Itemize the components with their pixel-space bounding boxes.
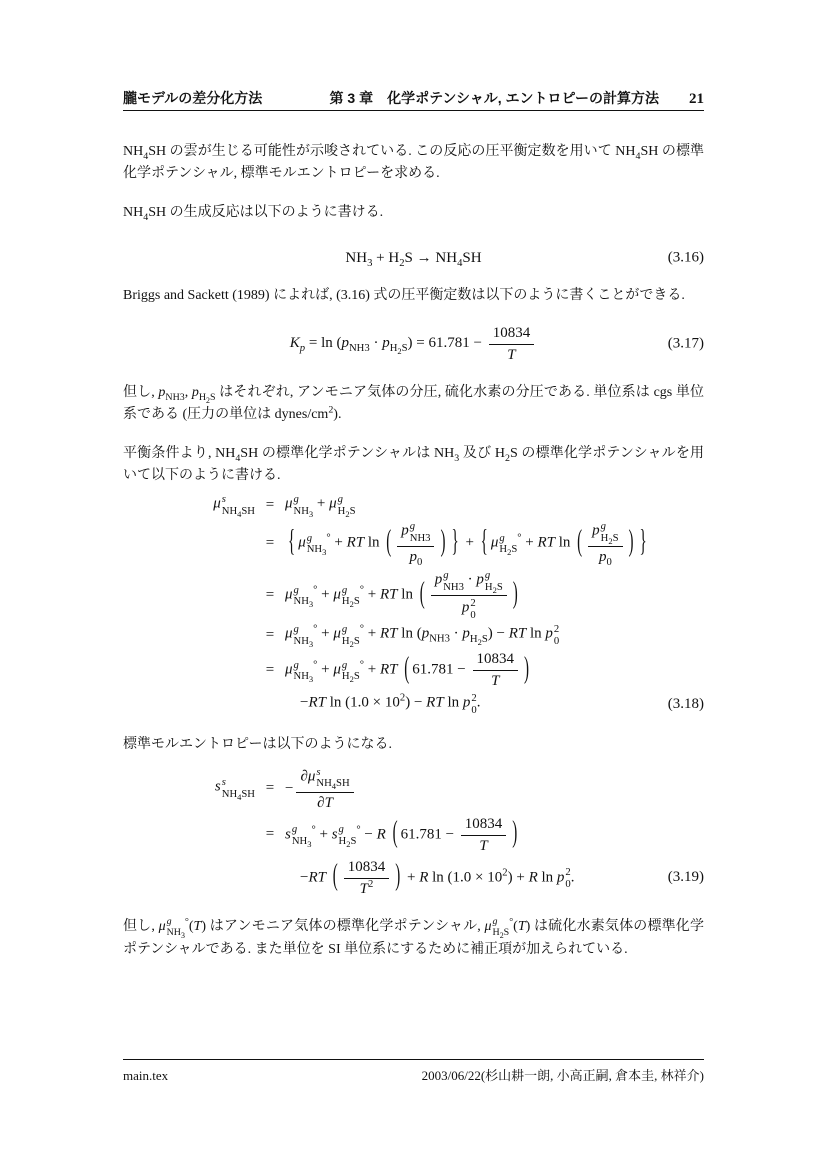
equation-lhs: s s $NH_4SH$ bbox=[214, 777, 255, 802]
equation-body: $NH_3 + H_2S \to NH_4SH$ bbox=[345, 249, 482, 269]
equation-line bbox=[123, 569, 704, 621]
equation-tag: (3.17) bbox=[667, 335, 704, 352]
equation-body: μ g $NH_3$ ° + μ g $H_2S$ ° + RT $\ln (p_{NH3} \cdot p_{H_2S})$ − RT ln p 2 0 bbox=[285, 623, 560, 649]
footer-date-authors: 2003/06/22(杉山耕一朗, 小高正嗣, 倉本圭, 林祥介) bbox=[421, 1068, 704, 1083]
equation-body: s g $NH_3$ ° + s g $H_2S$ ° − R ( 61.781 − $\frac{10834}{T}$ ) bbox=[285, 815, 518, 854]
equation-relation: = bbox=[265, 497, 275, 513]
paragraph-reaction-intro: $NH_4SH$ の生成反応は以下のように書ける. bbox=[123, 205, 384, 223]
equation-body: μ g $NH_3$ ° + μ g $H_2S$ ° + RT ( 61.781 − $\frac{10834}{T}$ ) bbox=[285, 651, 529, 689]
equation-relation: = bbox=[265, 661, 275, 678]
equation-line bbox=[123, 815, 704, 855]
equation-line bbox=[123, 494, 704, 517]
equation-line bbox=[123, 624, 704, 647]
equation-tag: (3.18) bbox=[667, 696, 704, 712]
equation-line bbox=[123, 520, 704, 566]
paragraph-intro: $NH_4SH$ の雲が生じる可能性が示唆されている. この反応の圧平衡定数を用いて $NH_4SH$ の標準化学ポテンシャル, 標準モルエントロピーを求める. bbox=[123, 144, 704, 181]
equation-body: { μ g $NH_3$ ° + RT ln ( p g NH3 $p_0$ ) } + { μ g $H_2S$ ° + RT ln ( p g $H_2S$ $p_0$ ) } bbox=[288, 521, 647, 568]
equation-relation: = bbox=[265, 780, 275, 796]
equation-line bbox=[123, 650, 704, 690]
equation-body: − ∂μ s $NH_4SH$ ∂T bbox=[285, 766, 704, 812]
equation-318 bbox=[123, 494, 704, 716]
equation-relation: = bbox=[265, 586, 275, 603]
paragraph-entropy-intro: 標準モルエントロピーは以下のようになる. bbox=[123, 737, 392, 752]
equation-relation: = bbox=[265, 627, 275, 643]
chapter-title: 第 3 章 化学ポテンシャル, エントロピーの計算方法 bbox=[329, 90, 659, 106]
equation-line bbox=[123, 693, 704, 716]
equation-relation: = bbox=[265, 534, 275, 551]
equation-tag: (3.19) bbox=[667, 869, 704, 885]
paragraph-equilibrium: 平衡条件より, $NH_4SH$ の標準化学ポテンシャルは $NH_3$ 及び $H_2S$ の標準化学ポテンシャルを用いて以下のように書ける. bbox=[123, 446, 704, 483]
paragraph-closing-note: 但し, μ g $NH_3$ °(T) はアンモニア気体の標準化学ポテンシャル, μ g $H_2S$ °(T) は硫化水素気体の標準化学ポテンシャルである. また単位を SI 単位系にするために補正項が加えられている. bbox=[123, 915, 704, 957]
page-number: 21 bbox=[689, 91, 704, 107]
content-area bbox=[123, 141, 704, 960]
equation-body: μ g $NH_3$ ° + μ g $H_2S$ ° + RT ln ( p g NH3 · p g $H_2S$ p 2 0 ) bbox=[285, 570, 518, 621]
equation-lhs: μ s $NH_4SH$ bbox=[213, 494, 255, 519]
equation-body: −RT $\ln (1.0 \times 10^2)$ − RT ln p 2 0 . bbox=[300, 692, 481, 716]
equation-relation: = bbox=[265, 826, 275, 842]
page-header bbox=[123, 88, 704, 108]
equation-316 bbox=[123, 250, 704, 267]
equation-body: μ g $NH_3$ + μ g $H_2S$ bbox=[285, 494, 356, 519]
equation-tag: (3.16) bbox=[667, 249, 704, 266]
footer-filename: main.tex bbox=[123, 1068, 169, 1083]
equation-body: −RT ( $\frac{10834}{T^2}$ ) + R $\ln (1.0 \times 10^2) + R$ ln p 2 0 . bbox=[300, 858, 575, 897]
equation-317 bbox=[123, 324, 704, 364]
equation-line bbox=[123, 766, 704, 812]
running-head-title: 朧モデルの差分化方法 bbox=[123, 90, 263, 106]
equation-line bbox=[123, 858, 704, 898]
paragraph-briggs-sackett: Briggs and Sackett (1989) によれば, (3.16) 式の圧平衡定数は以下のように書くことができる. bbox=[123, 287, 685, 303]
equation-body: $K_p = \ln (p_{NH3} \cdot p_{H_2S}) = 61.781$ − $\frac{10834}{T}$ bbox=[290, 335, 537, 351]
paragraph-units-note: 但し, $p_{NH3}$, $p_{H_2S}$ はそれぞれ, アンモニア気体の分圧, 硫化水素の分圧である. 単位系は cgs 単位系である (圧力の単位は dynes/$cm^2$). bbox=[123, 385, 705, 422]
equation-319 bbox=[123, 766, 704, 898]
footer-rule bbox=[123, 1059, 704, 1060]
page-footer bbox=[123, 1065, 704, 1084]
header-rule bbox=[123, 110, 704, 111]
